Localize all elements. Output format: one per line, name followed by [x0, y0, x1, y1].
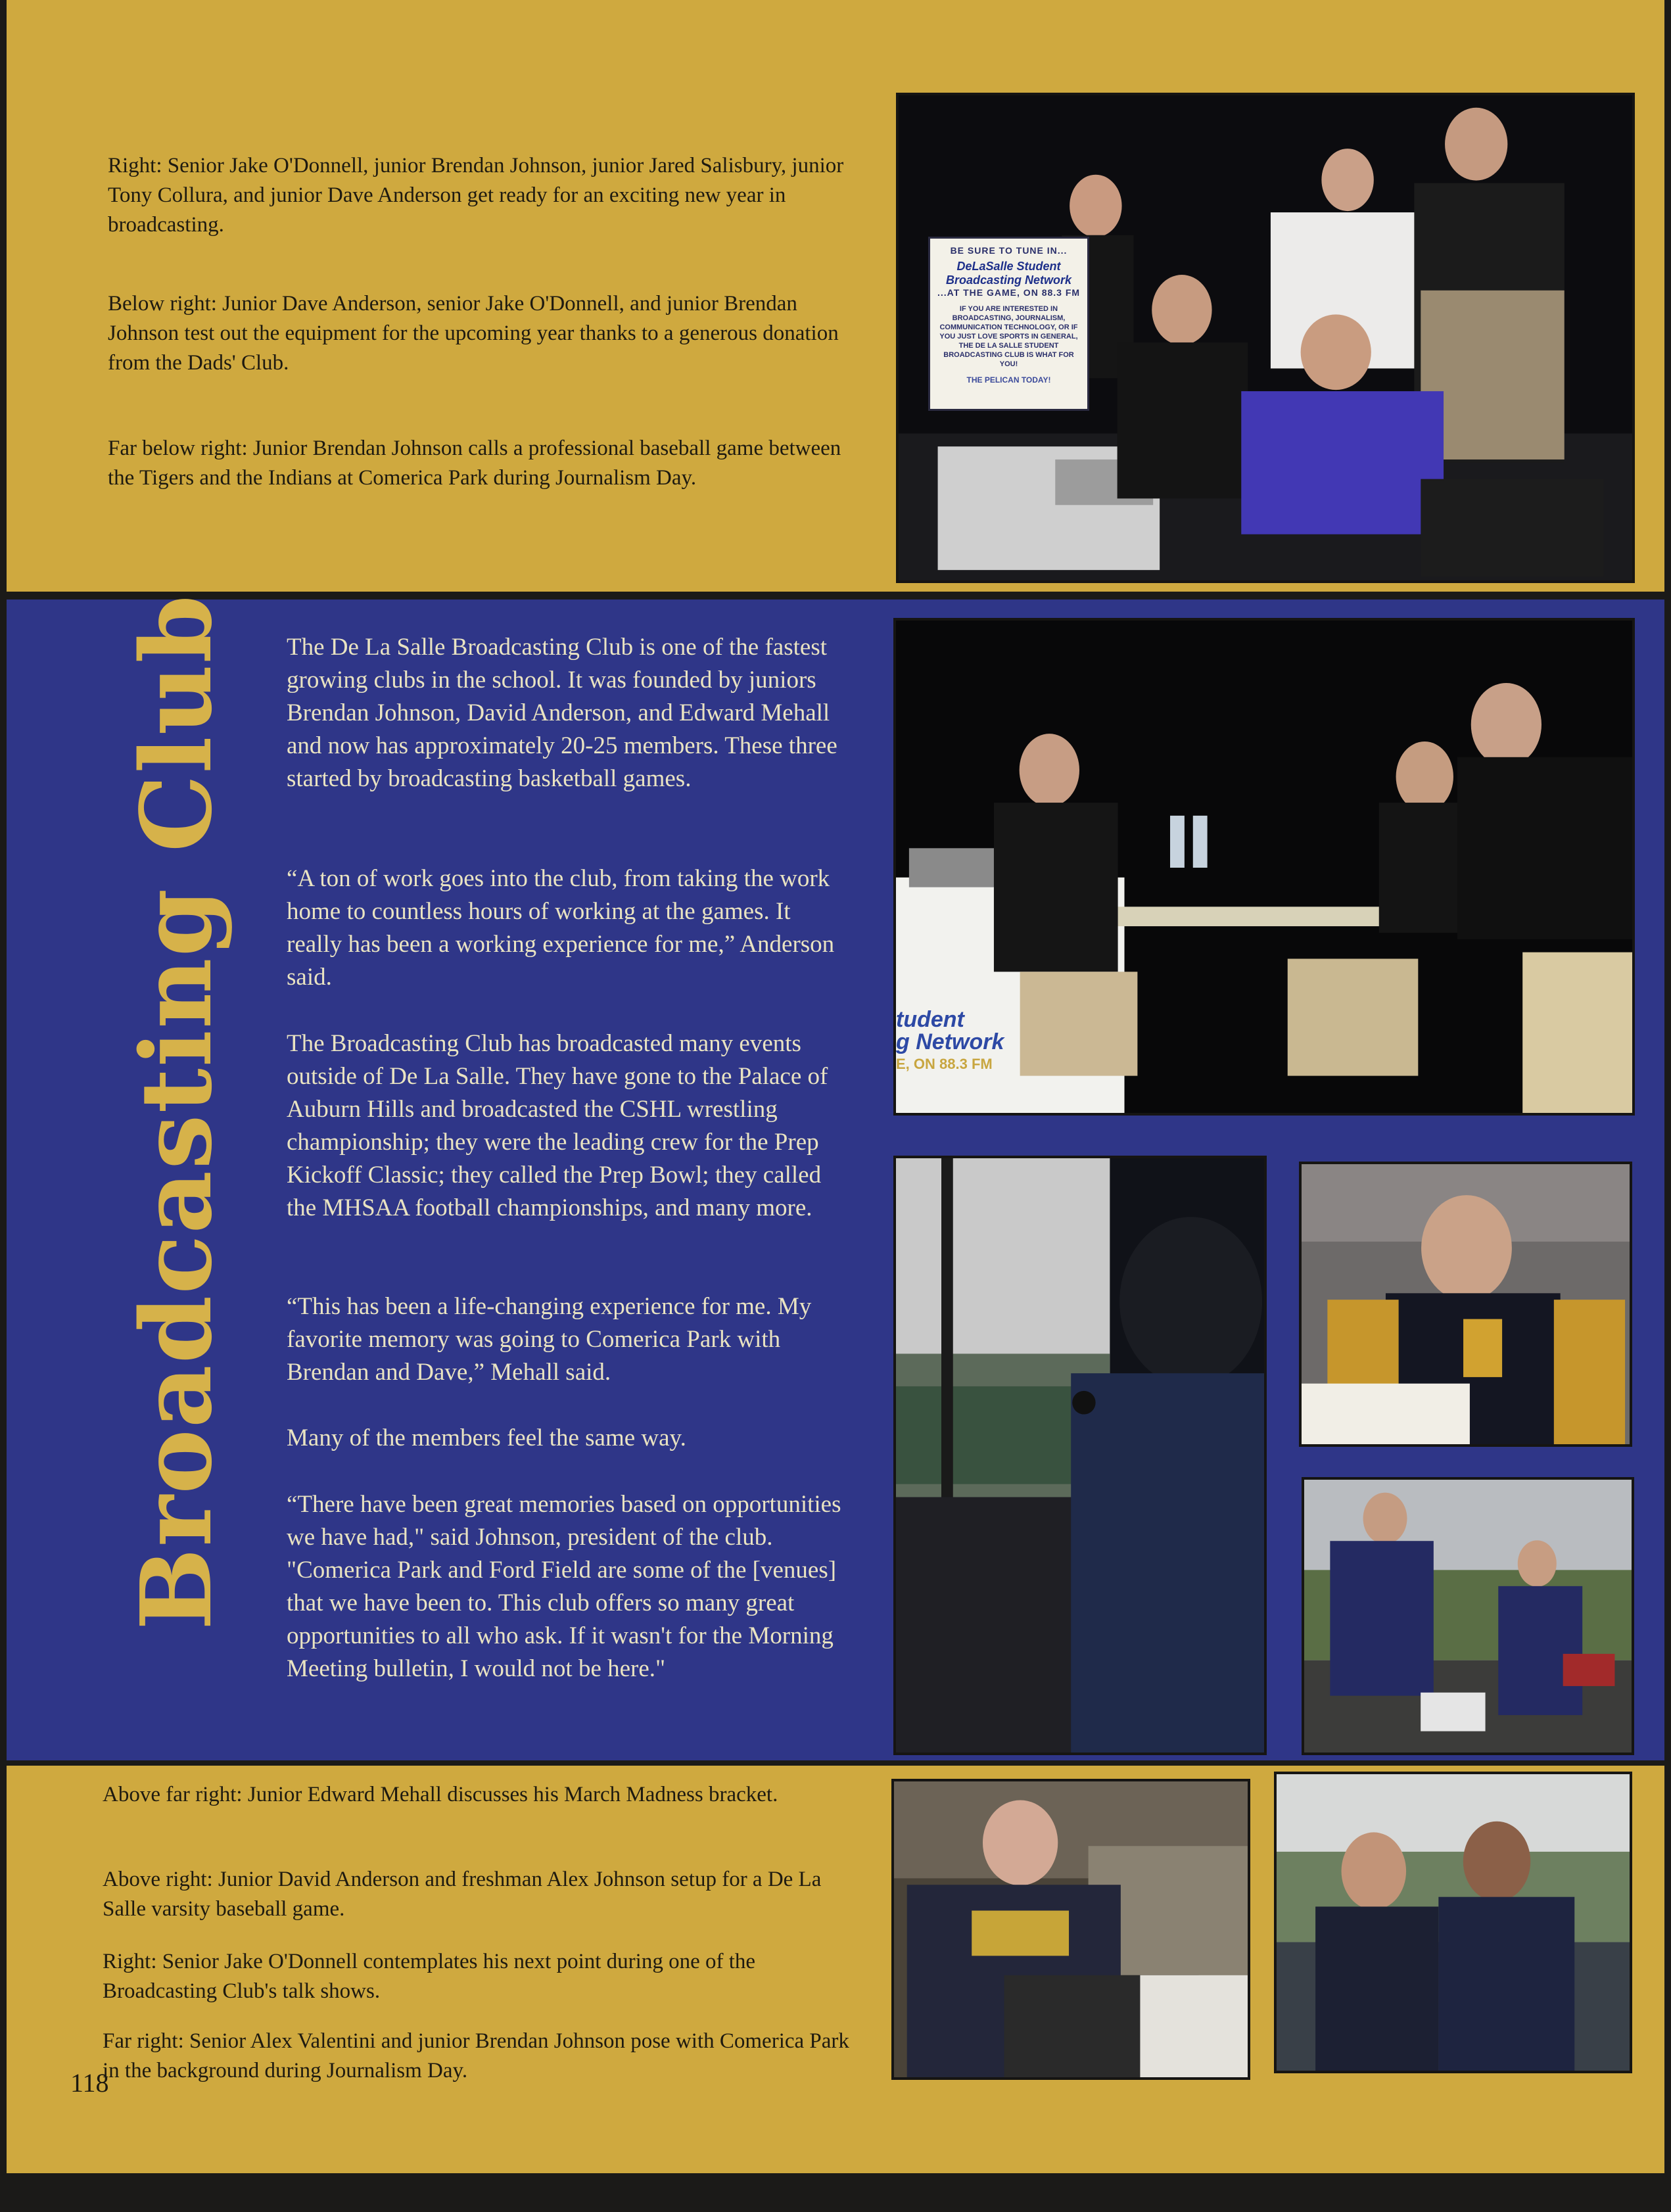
story-paragraph-1: The De La Salle Broadcasting Club is one of the fastest growing clubs in the school. It was founded by juniors Brendan Johnson, David Anderson, and Edward Mehall and now has approximately 20-25 members. These three started by broadcasting basketball games. [287, 634, 837, 792]
page-number: 118 [70, 2068, 109, 2098]
caption-right: Right: Senior Jake O'Donnell, junior Brendan Johnson, junior Jared Salisbury, junior Tony Collura, and junior Dave Anderson get ready for an exciting new year in broadcasting. [108, 154, 844, 237]
photo-baseball-setup [1302, 1477, 1634, 1755]
caption-far-right: Far right: Senior Alex Valentini and junior Brendan Johnson pose with Comerica Park in the background during Journalism Day. [103, 2029, 849, 2083]
caption-above-far-right: Above far right: Junior Edward Mehall discusses his March Madness bracket. [103, 1783, 778, 1806]
banner-line-1: tudent [896, 1007, 964, 1032]
photo-comerica-park-pose [1274, 1772, 1632, 2073]
story-paragraph-6: “There have been great memories based on opportunities we have had," said Johnson, president of the club. "Comerica Park and Ford Field are some of the [venues] that we have been to. This club offers so many great opportunities to all who ask. If it wasn't for the Morning Meeting bulletin, I would not be here." [287, 1491, 841, 1682]
sign-line-5: THE PELICAN TODAY! [966, 375, 1051, 385]
story-paragraph-5: Many of the members feel the same way. [287, 1424, 686, 1451]
sign-line-2: DeLaSalle Student Broadcasting Network [945, 260, 1072, 287]
photo-group-broadcast-table [896, 93, 1635, 583]
photo-talk-show [891, 1779, 1250, 2080]
sign-line-3: ...AT THE GAME, ON 88.3 FM [937, 287, 1081, 298]
story-paragraph-3: The Broadcasting Club has broadcasted many events outside of De La Salle. They have gone to the Palace of Auburn Hills and broadcasted the CSHL wrestling championship; they were the leading crew for the Prep Kickoff Classic; they called the Prep Bowl; they called the MHSAA football championships, and many more. [287, 1030, 828, 1221]
page-title: Broadcasting Club [119, 594, 233, 1630]
sign-line-1: BE SURE TO TUNE IN... [950, 245, 1068, 256]
caption-far-below-right: Far below right: Junior Brendan Johnson calls a professional baseball game between the Tigers and the Indians at Comerica Park during Journalism Day. [108, 436, 841, 490]
photo-march-madness [1299, 1162, 1632, 1447]
banner-line-3: E, ON 88.3 FM [896, 1056, 993, 1072]
photo-comerica-park-call [893, 1156, 1267, 1755]
caption-below-right: Below right: Junior Dave Anderson, senior Jake O'Donnell, and junior Brendan Johnson test out the equipment for the upcoming year thanks to a generous donation from the Dads' Club. [108, 292, 839, 375]
photo-equipment-test [893, 618, 1635, 1116]
banner-line-2: g Network [896, 1029, 1004, 1054]
network-banner [896, 1008, 1041, 1075]
caption-right-bottom: Right: Senior Jake O'Donnell contemplates his next point during one of the Broadcasting Club's talk shows. [103, 1950, 756, 2003]
caption-above-right: Above right: Junior David Anderson and freshman Alex Johnson setup for a De La Salle varsity baseball game. [103, 1868, 822, 1921]
story-paragraph-2: “A ton of work goes into the club, from taking the work home to countless hours of working at the games. It really has been a working experience for me,” Anderson said. [287, 865, 835, 991]
broadcast-network-sign [928, 237, 1089, 411]
story-paragraph-4: “This has been a life-changing experience for me. My favorite memory was going to Comerica Park with Brendan and Dave,” Mehall said. [287, 1293, 812, 1386]
sign-line-4: IF YOU ARE INTERESTED IN BROADCASTING, JOURNALISM, COMMUNICATION TECHNOLOGY, OR IF YOU JUST LOVE SPORTS IN GENERAL, THE DE LA SALLE STUDENT BROADCASTING CLUB IS WHAT FOR YOU! [939, 305, 1078, 368]
